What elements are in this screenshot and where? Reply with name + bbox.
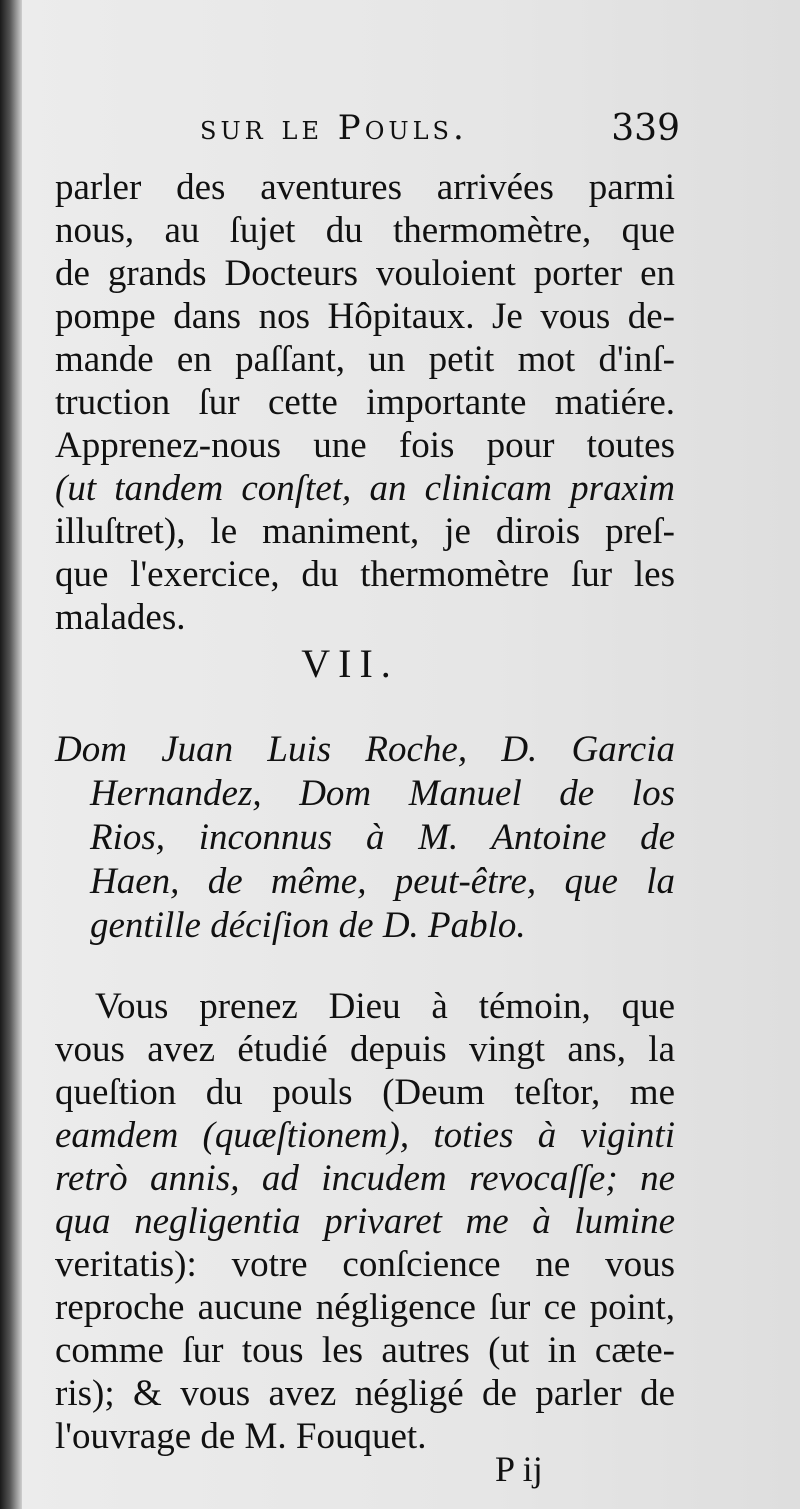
text-line: mande en paſſant, un petit mot d'inſ- <box>55 339 675 380</box>
text-line: malades. <box>55 597 186 638</box>
section-subtitle <box>55 728 675 948</box>
page-spine-shadow <box>0 0 22 1509</box>
text-line: que l'exercice, du thermomètre ſur les <box>55 554 675 595</box>
text-line: (ut tandem conſtet, an clinicam praxim <box>55 468 675 509</box>
section-number: VII. <box>301 641 399 686</box>
paragraph-2 <box>55 985 675 1458</box>
text-line: parler des aventures arrivées parmi <box>55 167 675 208</box>
text-line: retrò annis, ad incudem revocaſſe; ne <box>55 1158 675 1199</box>
running-title: sur le Pouls. <box>200 108 468 148</box>
paragraph-1 <box>55 166 675 639</box>
text-line: queſtion du pouls (Deum teſtor, me <box>55 1072 675 1113</box>
text-line: Vous prenez Dieu à témoin, que <box>95 986 675 1027</box>
text-line: vous avez étudié depuis vingt ans, la <box>55 1029 675 1070</box>
text-line: ris); & vous avez négligé de parler de <box>55 1373 675 1414</box>
text-line: illuſtret), le maniment, je dirois preſ- <box>55 511 675 552</box>
text-line: veritatis): votre conſcience ne vous <box>55 1244 675 1285</box>
subtitle-line: Rios, inconnus à M. Antoine de <box>90 817 675 858</box>
text-line: eamdem (quæſtionem), toties à viginti <box>55 1115 675 1156</box>
text-line: nous, au ſujet du thermomètre, que <box>55 210 675 251</box>
text-line: Apprenez-nous une fois pour toutes <box>55 425 675 466</box>
text-line: comme ſur tous les autres (ut in cæte- <box>55 1330 675 1371</box>
text-line: de grands Docteurs vouloient porter en <box>55 253 675 294</box>
running-header <box>200 108 680 148</box>
text-line: truction ſur cette importante matiére. <box>55 382 675 423</box>
text-line: l'ouvrage de M. Fouquet. <box>55 1416 427 1457</box>
text-line: qua negligentia privaret me à lumine <box>55 1201 675 1242</box>
signature-mark: P ij <box>495 1449 543 1489</box>
text-line: pompe dans nos Hôpitaux. Je vous de- <box>55 296 675 337</box>
subtitle-line: Hernandez, Dom Manuel de los <box>90 773 675 814</box>
subtitle-line: Dom Juan Luis Roche, D. Garcia <box>55 729 675 770</box>
subtitle-line: gentille déciſion de D. Pablo. <box>90 905 526 946</box>
subtitle-line: Haen, de même, peut-être, que la <box>90 861 675 902</box>
text-line: reproche aucune négligence ſur ce point, <box>55 1287 675 1328</box>
page-number: 339 <box>611 108 680 149</box>
